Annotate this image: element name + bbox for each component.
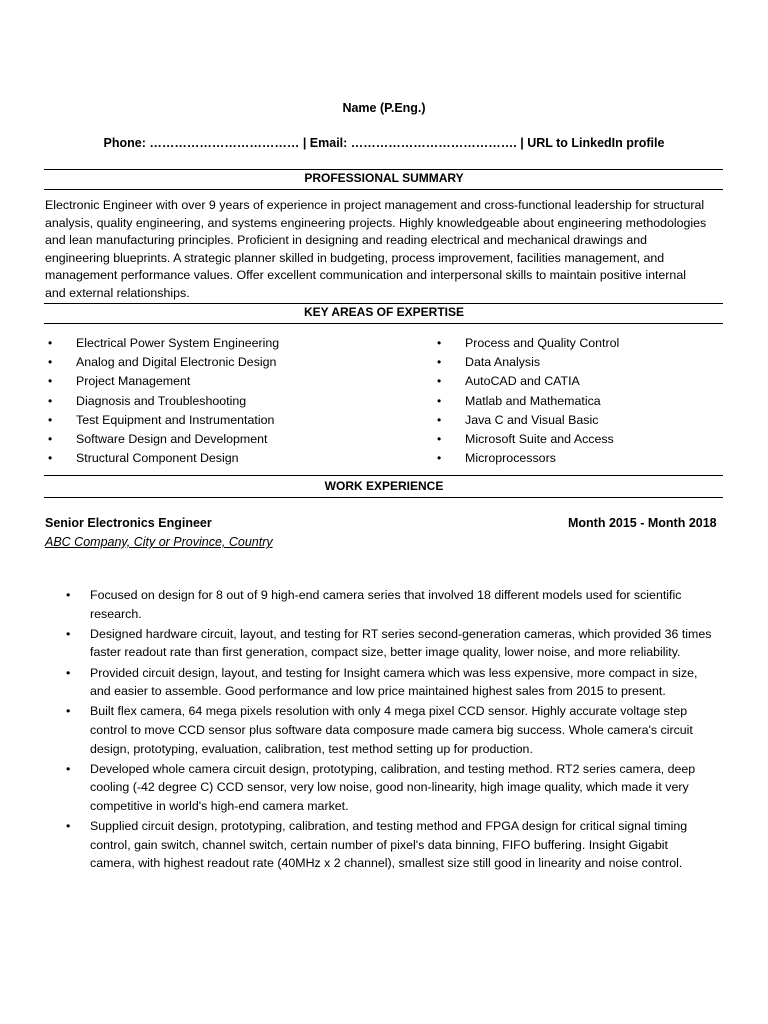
list-item: • Process and Quality Control bbox=[465, 334, 619, 353]
duty-line: • Provided circuit design, layout, and testing for Insight camera which was less expensive, more compact in size, bbox=[90, 665, 698, 680]
duty-line: cooling (-42 degree C) CCD sensor, very low noise, good non-linearity, high image quality, which made it very bbox=[90, 780, 689, 795]
divider bbox=[44, 303, 723, 304]
duty-line: research. bbox=[90, 606, 142, 621]
job-dates: Month 2015 - Month 2018 bbox=[568, 516, 717, 530]
candidate-name: Name (P.Eng.) bbox=[342, 101, 426, 115]
divider bbox=[44, 169, 723, 170]
list-item: • Electrical Power System Engineering bbox=[76, 334, 279, 353]
list-item: • Analog and Digital Electronic Design bbox=[76, 353, 279, 372]
list-item: • Microprocessors bbox=[465, 449, 619, 468]
duty-line: faster readout rate than first generation, compact size, better image quality, lower noise, and more reliability. bbox=[90, 645, 681, 660]
list-item: • Software Design and Development bbox=[76, 430, 279, 449]
duty-line: control, gain switch, channel switch, certain number of pixel's data binning, FIFO buffering. Insight Gigabit bbox=[90, 837, 668, 852]
summary-line: and external relationships. bbox=[45, 285, 190, 300]
summary-line: analysis, quality engineering, and systems engineering projects. Highly knowledgeable about engineering methodologies bbox=[45, 215, 707, 230]
duty-line: control to move CCD sensor plus software data composure made camera big success. Whole camera's circuit bbox=[90, 722, 693, 737]
duty-line: • Developed whole camera circuit design, prototyping, calibration, and testing method. RT2 series camera, deep bbox=[90, 761, 696, 776]
duty-line: • Focused on design for 8 out of 9 high-end camera series that involved 18 different models used for scientific bbox=[90, 588, 682, 602]
list-item bbox=[90, 817, 730, 873]
list-item bbox=[90, 664, 730, 701]
expertise-heading: KEY AREAS OF EXPERTISE bbox=[303, 305, 465, 319]
summary-line: management performance values. Offer excellent communication and interpersonal skills to maintain positive internal bbox=[45, 268, 686, 283]
summary-heading: PROFESSIONAL SUMMARY bbox=[304, 171, 464, 185]
duties-list bbox=[90, 586, 730, 874]
list-item: • Matlab and Mathematica bbox=[465, 392, 619, 411]
list-item bbox=[90, 760, 730, 816]
list-item bbox=[90, 702, 730, 758]
summary-line: Electronic Engineer with over 9 years of experience in project management and cross-functional leadership for structural bbox=[45, 198, 705, 212]
summary-text bbox=[45, 197, 725, 303]
list-item bbox=[90, 586, 730, 623]
list-item: • Diagnosis and Troubleshooting bbox=[76, 392, 279, 411]
list-item: • AutoCAD and CATIA bbox=[465, 372, 619, 391]
list-item bbox=[90, 625, 730, 662]
expertise-list-left bbox=[76, 334, 279, 468]
job-company: ABC Company, City or Province, Country bbox=[45, 535, 273, 549]
expertise-list-right bbox=[465, 334, 619, 468]
list-item: • Test Equipment and Instrumentation bbox=[76, 411, 279, 430]
duty-line: camera, with highest readout rate (40MHz x 2 channel), smallest size still good in linearity and noise control. bbox=[90, 856, 683, 871]
divider bbox=[44, 475, 723, 476]
duty-line: • Built flex camera, 64 mega pixels resolution with only 4 mega pixel CCD sensor. Highly accurate voltage step bbox=[90, 704, 688, 719]
experience-heading: WORK EXPERIENCE bbox=[324, 479, 444, 493]
job-title: Senior Electronics Engineer bbox=[45, 516, 212, 530]
duty-line: • Designed hardware circuit, layout, and testing for RT series second-generation cameras, which provided 36 times bbox=[90, 626, 712, 641]
duty-line: competitive in world's high-end camera market. bbox=[90, 798, 349, 813]
list-item: • Project Management bbox=[76, 372, 279, 391]
duty-line: design, prototyping, evaluation, calibration, test method setting up for production. bbox=[90, 741, 533, 756]
contact-line: Phone: ……………………………… | Email: …………………………………. | URL to LinkedIn profile bbox=[103, 136, 665, 150]
duty-line: • Supplied circuit design, prototyping, calibration, and testing method and FPGA design for critical signal timing bbox=[90, 819, 688, 834]
list-item: • Structural Component Design bbox=[76, 449, 279, 468]
divider bbox=[44, 189, 723, 190]
list-item: • Microsoft Suite and Access bbox=[465, 430, 619, 449]
summary-line: engineering blueprints. A strategic planner skilled in budgeting, process improvement, facilities management, and bbox=[45, 250, 665, 265]
duty-line: and easier to assemble. Good performance and low price maintained highest sales from 2015 to present. bbox=[90, 684, 666, 699]
list-item: • Data Analysis bbox=[465, 353, 619, 372]
list-item: • Java C and Visual Basic bbox=[465, 411, 619, 430]
divider bbox=[44, 497, 723, 498]
divider bbox=[44, 323, 723, 324]
summary-line: and lean manufacturing principles. Proficient in designing and reading electrical and mechanical drawings and bbox=[45, 233, 647, 248]
